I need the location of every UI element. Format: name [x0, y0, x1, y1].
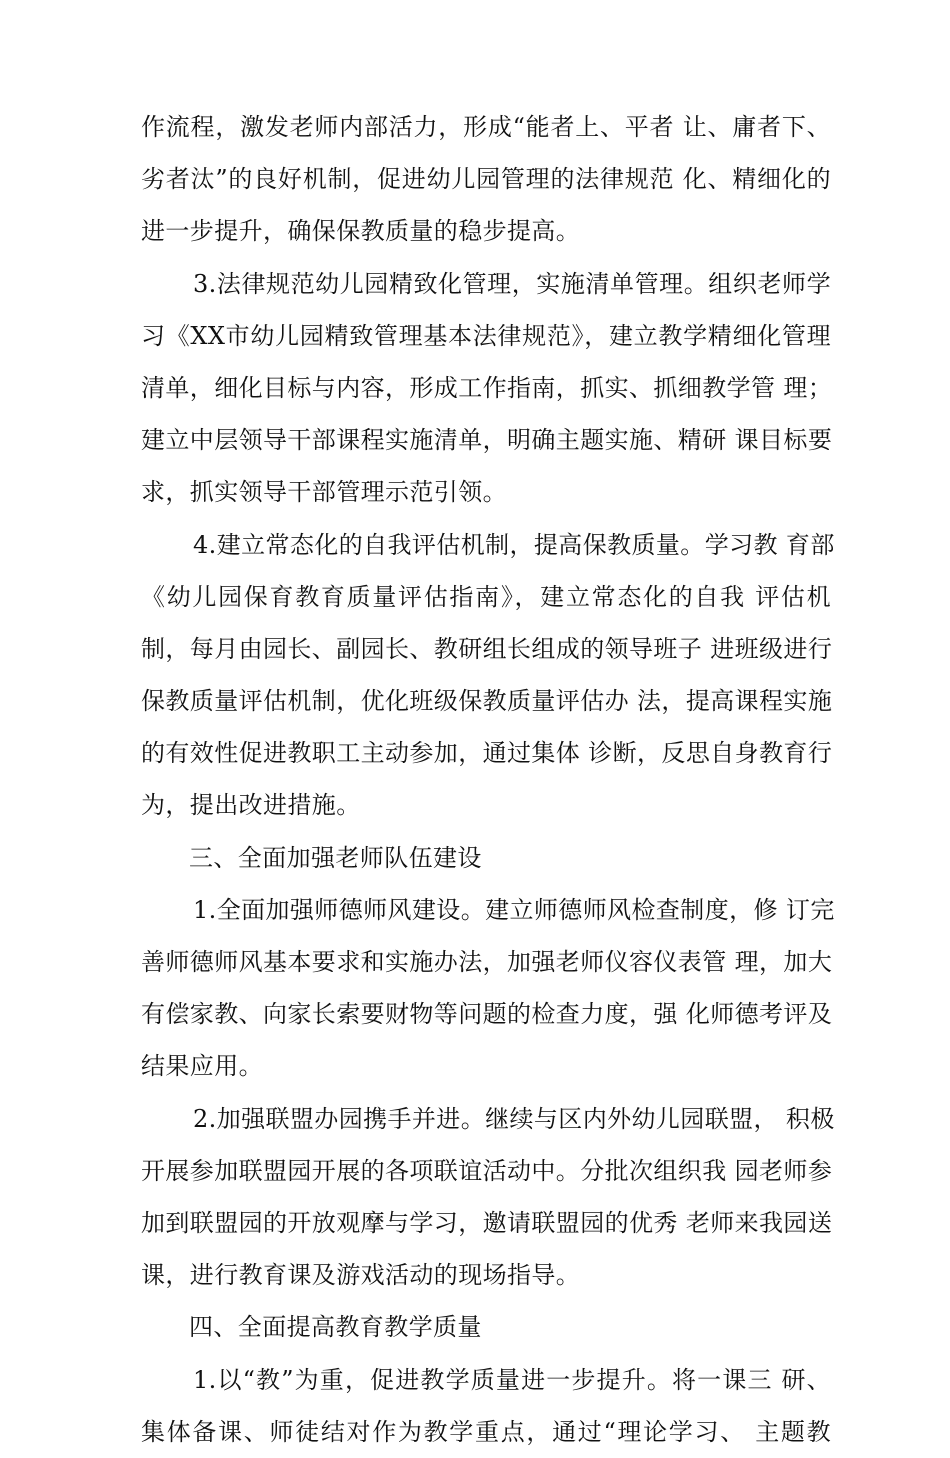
text-line: 建立中层领导干部课程实施清单，明确主题实施、精研 课目标要 [141, 426, 833, 455]
text-line: 加到联盟园的开放观摩与学习，邀请联盟园的优秀 老师来我园送 [141, 1208, 833, 1237]
paragraph-continuation [141, 101, 831, 258]
text-line: 课，进行教育课及游戏活动的现场指导。 [141, 1261, 581, 1290]
text-line: 劣者汰”的良好机制，促进幼儿园管理的法律规范 化、精细化的 [141, 165, 831, 194]
section-heading-3 [141, 832, 831, 884]
paragraph-section3-item-1 [141, 884, 835, 1093]
text-line: 制，每月由园长、副园长、教研组长组成的领导班子 进班级进行 [141, 634, 833, 663]
text-line: 结果应用。 [141, 1052, 263, 1081]
text-line: 的有效性促进教职工主动参加，通过集体 诊断，反思自身教育行 [141, 739, 833, 768]
text-line: 求，抓实领导干部管理示范引领。 [141, 478, 507, 507]
text-line: 《幼儿园保育教育质量评估指南》，建立常态化的自我 评估机 [141, 582, 831, 611]
text-line: 作流程，激发老师内部活力，形成“能者上、平者 让、庸者下、 [141, 113, 831, 141]
text-line: 3.法律规范幼儿园精致化管理，实施清单管理。组织老师学 [193, 269, 831, 298]
text-line: 4.建立常态化的自我评估机制，提高保教质量。学习教 育部 [193, 530, 835, 559]
paragraph-item-4 [141, 519, 835, 832]
text-line: 善师德师风基本要求和实施办法，加强老师仪容仪表管 理，加大 [141, 948, 833, 976]
text-line: 保教质量评估机制，优化班级保教质量评估办 法，提高课程实施 [141, 687, 833, 716]
document-page [141, 101, 835, 1458]
text-line: 有偿家教、向家长索要财物等问题的检查力度，强 化师德考评及 [141, 1000, 833, 1029]
heading-line: 四、全面提高教育教学质量 [189, 1313, 482, 1342]
text-line: 为，提出改进措施。 [141, 791, 361, 820]
heading-line: 三、全面加强老师队伍建设 [189, 843, 482, 872]
paragraph-section4-item-1 [141, 1354, 831, 1458]
text-line: 进一步提升，确保保教质量的稳步提高。 [141, 217, 581, 246]
section-heading-4 [141, 1301, 831, 1353]
paragraph-item-3 [141, 258, 831, 519]
text-line: 开展参加联盟园开展的各项联谊活动中。分批次组织我 园老师参 [141, 1156, 833, 1185]
text-line: 清单，细化目标与内容，形成工作指南，抓实、抓细教学管 理； [141, 373, 833, 402]
text-line: 集体备课、师徒结对作为教学重点，通过“理论学习、 主题教 [141, 1417, 831, 1446]
text-line: 1.全面加强师德师风建设。建立师德师风检查制度，修 订完 [193, 895, 835, 924]
paragraph-section3-item-2 [141, 1093, 835, 1302]
text-line: 2.加强联盟办园携手并进。继续与区内外幼儿园联盟， 积极 [193, 1104, 835, 1133]
text-line: 习《XX市幼儿园精致管理基本法律规范》，建立教学精细化管理 [141, 321, 831, 350]
text-line: 1.以“教”为重，促进教学质量进一步提升。将一课三 研、 [193, 1365, 831, 1394]
